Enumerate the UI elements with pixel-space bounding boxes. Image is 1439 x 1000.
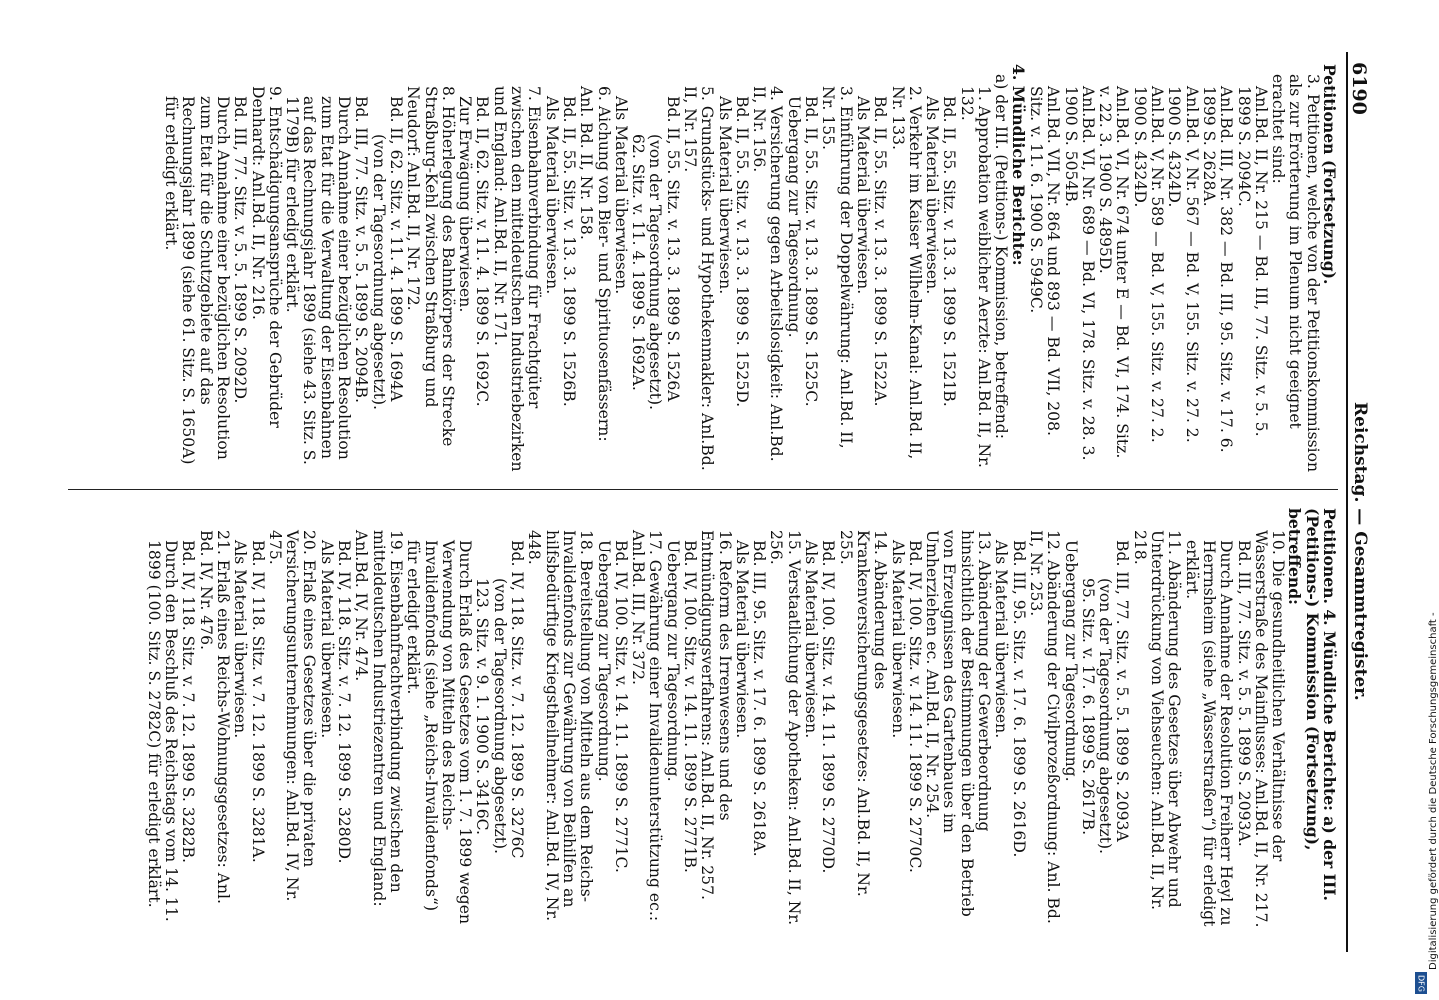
index-entry: [698, 508, 733, 928]
index-entry: [404, 508, 473, 928]
index-entry: [612, 64, 629, 474]
index-entry-text: Uebergang zur Tagesordnung.: [1061, 540, 1080, 782]
index-entry-text: Durch Erlaß des Gesetzes vom 1. 7. 1899 wegen Verwendung von Mitteln des Reichs-Invalidenfonds (siehe „Reichs-Invalidenfonds“) für erledigt erklärt.: [404, 540, 475, 925]
index-entry: [888, 508, 905, 928]
index-entry: [1027, 508, 1062, 928]
column-divider: [68, 489, 1338, 490]
index-entry: [1286, 508, 1338, 928]
index-entry: [1269, 64, 1321, 474]
index-entry: [1027, 64, 1062, 474]
index-entry-text: Bd. III, 77. Sitz. v. 5. 5. 1899 S. 2092D.: [231, 96, 250, 404]
index-entry: [992, 508, 1009, 928]
index-entry: [1096, 508, 1113, 928]
index-entry: [802, 64, 819, 474]
index-entry: [1079, 508, 1096, 928]
index-entry-text: Bd. III, 95. Sitz. v. 17. 6. 1899 S. 2618A.: [750, 540, 769, 857]
index-entry: [715, 64, 732, 474]
page-header: [1334, 62, 1374, 942]
index-entry: [490, 508, 507, 928]
index-entry: [196, 508, 231, 928]
index-entry-text: (von der Tagesordnung abgesetzt).: [369, 134, 388, 411]
index-entry-text: 8. Höherlegung des Bahnkörpers der Strecke Straßburg-Kehl zwischen Straßburg und Neudorf: Anl.Bd. II, Nr. 172.: [404, 86, 457, 447]
index-entry: [231, 508, 248, 928]
index-entry-text: Als Material überwiesen.: [542, 96, 561, 295]
index-entry-text: Als Material überwiesen.: [992, 540, 1011, 739]
index-entry: [179, 508, 196, 928]
index-entry: [767, 508, 802, 928]
index-entry: [871, 64, 888, 474]
index-entry: [906, 508, 923, 928]
index-entry: [733, 508, 750, 928]
index-entry-text: Uebergang zur Tagesordnung.: [663, 540, 682, 782]
index-entry-text: Durch den Beschluß des Reichstags vom 14. 11. 1899 (100. Sitz. S. 2782C) für erledigt erklärt.: [144, 540, 181, 922]
index-entry: [1234, 508, 1251, 928]
index-entry-text: 21. Erlaß eines Reichs-Wohnungsgesetzes: Anl. Bd. IV, Nr. 476.: [196, 530, 232, 904]
index-entry-text: 18. Bereitstellung von Mitteln aus dem Reichs-Invalidenfonds zur Gewährung von Beihilfen an hilfsbedürftige Kriegstheilnehmer: Anl.Bd. IV, Nr. 448.: [525, 530, 596, 922]
index-entry-text: 3. Petitionen, welche von der Petitionskommission als zur Erörterung im Plenum nicht geeignet erachtet sind:: [1269, 74, 1322, 473]
index-entry: [663, 508, 680, 928]
index-entry: [1009, 64, 1026, 474]
index-entry-text: Bd. II, 55. Sitz. v. 13. 3. 1899 S. 1525D.: [732, 96, 751, 408]
index-entry-text: Bd. II, 55. Sitz. v. 13. 3. 1899 S. 1526A: [663, 96, 682, 402]
index-entry-text: Anl.Bd. II, Nr. 215 — Bd. III, 77. Sitz. v. 5. 5. 1899 S. 2094C.: [1234, 86, 1270, 437]
right-column: [145, 508, 1338, 928]
index-entry: [1165, 64, 1200, 474]
index-entry-text: 17. Gewährung einer Invalidenunterstützung ec.: Anl.Bd. III, Nr. 372.: [629, 530, 665, 922]
index-entry-text: Durch Annahme einer bezüglichen Resolution zum Etat für die Schutzgebiete auf das Rechnungsjahr 1899 (siehe 61. Sitz. S. 1650A) für erledigt erklärt.: [162, 96, 232, 465]
index-entry-text: 4. Versicherung gegen Arbeitslosigkeit: Anl.Bd. II, Nr. 156.: [750, 86, 786, 462]
index-entry-text: Bd. III, 77. Sitz. v. 5. 5. 1899 S. 2093A.: [1234, 540, 1253, 847]
index-entry-text: Anl.Bd. VI, Nr. 674 unter E — Bd. VI, 174. Sitz. v. 22. 3. 1900 S. 4895D.: [1096, 86, 1132, 459]
index-entry: [542, 64, 559, 474]
index-entry: [508, 508, 525, 928]
index-entry: [1321, 64, 1338, 474]
index-entry-text: Als Material überwiesen.: [802, 540, 821, 739]
index-entry-text: Als Material überwiesen.: [923, 96, 942, 295]
index-entry: [1096, 64, 1131, 474]
index-entry-text: 16. Reform des Irrenwesens und des Entmündigungsverfahrens: Anl.Bd. II, Nr. 257.: [698, 530, 734, 900]
index-entry: [1061, 508, 1078, 928]
index-entry: [646, 64, 663, 474]
index-entry: [612, 508, 629, 928]
index-entry-text: Petitionen (Fortsetzung).: [1320, 64, 1339, 285]
index-entry: [802, 508, 819, 928]
index-entry-text: Bd. IV, 100. Sitz. v. 14. 11. 1899 S. 2771C.: [611, 540, 630, 873]
index-entry: [923, 508, 992, 928]
index-entry-text: Als Material überwiesen.: [317, 540, 336, 739]
index-entry: [490, 64, 542, 474]
index-entry-text: 3. Einführung der Doppelwährung: Anl.Bd. II, Nr. 155.: [819, 86, 855, 449]
index-entry: [681, 64, 716, 474]
index-entry-text: Bd. II, 62. Sitz. v. 11. 4. 1899 S. 1694A: [386, 96, 405, 402]
index-entry: [629, 64, 646, 474]
index-entry-text: a) der III. (Petitions-) Kommission, betreffend:: [992, 74, 1011, 439]
index-entry-text: Bd. IV, 100. Sitz. v. 14. 11. 1899 S. 2771B.: [681, 540, 700, 873]
index-entry-text: (von der Tagesordnung abgesetzt).: [490, 578, 509, 855]
index-entry-text: Bd. IV, 100. Sitz. v. 14. 11. 1899 S. 2770D.: [819, 540, 838, 874]
index-entry-text: Bd. IV, 118. Sitz. v. 7. 12. 1899 S. 3280D.: [335, 540, 354, 864]
index-entry-text: Anl.Bd. VI, Nr. 689 — Bd. VI, 178. Sitz. v. 28. 3. 1900 S. 5054B.: [1061, 86, 1097, 461]
index-entry-text: 5. Grundstücks- und Hypothekenmakler: Anl.Bd. II, Nr. 157.: [681, 86, 717, 471]
index-entry: [1130, 508, 1182, 928]
index-entry-text: 9. Entschädigungsansprüche der Gebrüder Denhardt: Anl.Bd. II, Nr. 216.: [248, 86, 284, 428]
index-entry-text: Uebergang zur Tagesordnung.: [594, 540, 613, 782]
index-entry-text: Anl.Bd. VII, Nr. 864 und 893 — Bd. VII, 208. Sitz. v. 11. 6. 1900 S. 5949C.: [1026, 86, 1063, 436]
index-entry: [750, 508, 767, 928]
index-entry: [836, 508, 888, 928]
index-entry: [560, 64, 577, 474]
index-entry: [577, 64, 612, 474]
index-entry-text: Bd. II, 55. Sitz. v. 13. 3. 1899 S. 1521B.: [940, 96, 959, 407]
index-entry-text: Bd. III, 95. Sitz. v. 17. 6. 1899 S. 2616D.: [1009, 540, 1028, 858]
index-entry-text: Durch Annahme einer bezüglichen Resolution zum Etat für die Verwaltung der Eisenbahnen auf das Rechnungsjahr 1899 (siehe 43. Sitz. S. 1179B) für erledigt erklärt.: [283, 96, 354, 465]
index-entry: [785, 64, 802, 474]
index-entry: [957, 64, 992, 474]
index-entry: [940, 64, 957, 474]
index-entry-text: Uebergang zur Tagesordnung.: [784, 96, 803, 338]
index-entry-text: Bd. III, 77. Sitz. v. 5. 5. 1899 S. 2094B.: [352, 96, 371, 403]
index-entry: [473, 508, 490, 928]
left-column: [162, 64, 1338, 474]
index-entry: [1113, 508, 1130, 928]
index-entry-text: 15. Verstaatlichung der Apotheken: Anl.Bd. II, Nr. 256.: [767, 530, 803, 926]
index-entry-text: Bd. II, 62. Sitz. v. 11. 4. 1899 S. 1692C.: [473, 96, 492, 407]
index-entry: [1009, 508, 1026, 928]
index-entry: [352, 508, 404, 928]
index-entry: [525, 508, 594, 928]
index-entry-text: Bd. II, 55. Sitz. v. 13. 3. 1899 S. 1525C.: [802, 96, 821, 407]
index-entry: [1130, 64, 1165, 474]
index-entry: [473, 64, 490, 474]
index-entry-text: Als Material überwiesen.: [611, 96, 630, 295]
index-entry: [248, 508, 265, 928]
index-entry-text: Bd. II, 55. Sitz. v. 13. 3. 1899 S. 1526B.: [559, 96, 578, 407]
dfg-logo: DFG: [1415, 972, 1427, 994]
index-entry-text: Als Material überwiesen.: [715, 96, 734, 295]
index-entry: [1252, 508, 1287, 928]
index-entry-text: 20. Erlaß eines Gesetzes über die privaten Versicherungsunternehmungen: Anl.Bd. IV, Nr. 475.: [265, 530, 319, 902]
index-entry: [663, 64, 680, 474]
index-entry: [369, 64, 386, 474]
index-entry-text: 4. Mündliche Berichte:: [1008, 64, 1028, 266]
index-entry-text: Bd. III, 77. Sitz. v. 5. 5. 1899 S. 2093A: [1113, 540, 1132, 842]
index-entry: [629, 508, 664, 928]
index-entry-text: (von der Tagesordnung abgesetzt).: [646, 134, 665, 411]
index-entry: [317, 508, 334, 928]
index-entry: [992, 64, 1009, 474]
index-entry-text: Als Material überwiesen.: [853, 96, 872, 295]
index-entry: [335, 508, 352, 928]
index-entry: [854, 64, 871, 474]
index-entry-text: 123. Sitz. v. 9. 1. 1900 S. 3416C.: [473, 578, 492, 835]
footer-credit: Digitalisierung gefördert durch die Deutsche Forschungsgemeinschaft -: [1428, 612, 1439, 970]
index-entry-text: Als Material überwiesen.: [888, 540, 907, 739]
index-entry-text: Anl.Bd. V, Nr. 567 — Bd. V, 155. Sitz. v. 27. 2. 1900 S. 4324D.: [1165, 86, 1201, 443]
index-entry-text: Als Material überwiesen.: [732, 540, 751, 739]
page-number: 6190: [1348, 62, 1370, 115]
index-entry: [819, 64, 854, 474]
index-entry-text: Bd. II, 55. Sitz. v. 13. 3. 1899 S. 1522A.: [871, 96, 890, 407]
index-entry: [1200, 64, 1235, 474]
index-entry-text: 1. Approbation weiblicher Aerzte: Anl.Bd. II, Nr. 132.: [957, 86, 994, 468]
header-rule: [1346, 52, 1348, 952]
index-entry: [387, 64, 404, 474]
index-entry: [231, 64, 248, 474]
index-entry: [266, 508, 318, 928]
index-entry-text: 2. Verkehr im Kaiser Wilhelm-Kanal: Anl.Bd. II, Nr. 133.: [888, 86, 924, 460]
index-entry-text: 62. Sitz. v. 11. 4. 1899 S. 1692A.: [629, 134, 648, 391]
index-entry: [733, 64, 750, 474]
index-entry-text: (von der Tagesordnung abgesetzt).: [1096, 578, 1115, 855]
index-entry: [819, 508, 836, 928]
index-entry-text: 7. Eisenbahnverbindung für Frachtgüter zwischen den mitteldeutschen Industriebezirken und England: Anl.Bd. II, Nr. 171.: [490, 86, 544, 472]
index-entry: [594, 508, 611, 928]
index-entry: [456, 64, 473, 474]
index-entry-text: 14. Abänderung des Krankenversicherungsgesetzes: Anl.Bd. II, Nr. 255.: [836, 530, 890, 897]
index-entry: [283, 64, 352, 474]
index-entry-text: Durch Annahme der Resolution Freiherr Heyl zu Herrnsheim (siehe „Wasserstraßen“) für erledigt erklärt.: [1182, 540, 1236, 927]
index-entry-text: Anl.Bd. III, Nr. 382 — Bd. III, 95. Sitz. v. 17. 6. 1899 S. 2628A.: [1199, 86, 1236, 453]
index-entry: [681, 508, 698, 928]
index-entry-text: 12. Abänderung der Civilprozeßordnung: Anl. Bd. II, Nr. 253.: [1026, 530, 1063, 924]
index-entry-text: 11. Abänderung des Gesetzes über Abwehr und Unterdrückung von Viehseuchen: Anl.Bd. II, Nr. 218.: [1130, 530, 1184, 910]
digitization-footer: [1406, 0, 1439, 1000]
index-entry-text: 13. Abänderung der Gewerbeordnung hinsichtlich der Bestimmungen über den Betrieb von Erzeugnissen des Gartenbaues im Umherziehen ec. Anl.Bd. II, Nr. 254.: [923, 530, 994, 917]
index-entry: [1234, 64, 1269, 474]
index-entry-text: Zur Erwägung überwiesen.: [456, 96, 475, 313]
page-title: Reichstag. — Gesammtregister.: [1350, 402, 1370, 701]
index-entry: [1061, 64, 1096, 474]
index-entry: [1182, 508, 1234, 928]
index-entry-text: 6. Aichung von Bier- und Spirituosenfässern: Anl. Bd. II, Nr. 158.: [577, 86, 613, 442]
index-entry: [888, 64, 923, 474]
index-entry: [750, 64, 785, 474]
index-entry-text: Bd. IV, 118. Sitz. v. 7. 12. 1899 S. 3282B.: [179, 540, 198, 863]
index-entry: [145, 508, 180, 928]
index-entry: [404, 64, 456, 474]
index-entry-text: Anl.Bd. V, Nr. 589 — Bd. V, 155. Sitz. v. 27. 2. 1900 S. 4324D.: [1130, 86, 1167, 443]
index-entry-text: Bd. IV, 118. Sitz. v. 7. 12. 1899 S. 3281A.: [248, 540, 267, 863]
index-entry: [923, 64, 940, 474]
index-entry-text: Als Material überwiesen.: [231, 540, 250, 739]
index-entry: [162, 64, 231, 474]
index-entry: [248, 64, 283, 474]
index-entry-text: 10. Die gesundheitlichen Verhältnisse der Wasserstraße des Mainflusses: Anl.Bd. II, Nr. 217.: [1251, 530, 1288, 928]
index-entry-text: 19. Eisenbahnfrachtverbindung zwischen den mitteldeutschen Industriezentren und England: Anl.Bd. IV, Nr. 474.: [352, 530, 405, 907]
index-entry-text: 95. Sitz. v. 17. 6. 1899 S. 2617B.: [1078, 578, 1097, 836]
index-entry-text: Bd. IV, 118. Sitz. v. 7. 12. 1899 S. 3276C: [508, 540, 527, 859]
index-entry: [352, 64, 369, 474]
index-entry-text: Bd. IV, 100. Sitz. v. 14. 11. 1899 S. 2770C.: [905, 540, 924, 873]
index-entry-text: Petitionen. 4. Mündliche Berichte: a) der III. (Petitions-) Kommission (Fortsetzung), betreffend:: [1285, 508, 1339, 901]
